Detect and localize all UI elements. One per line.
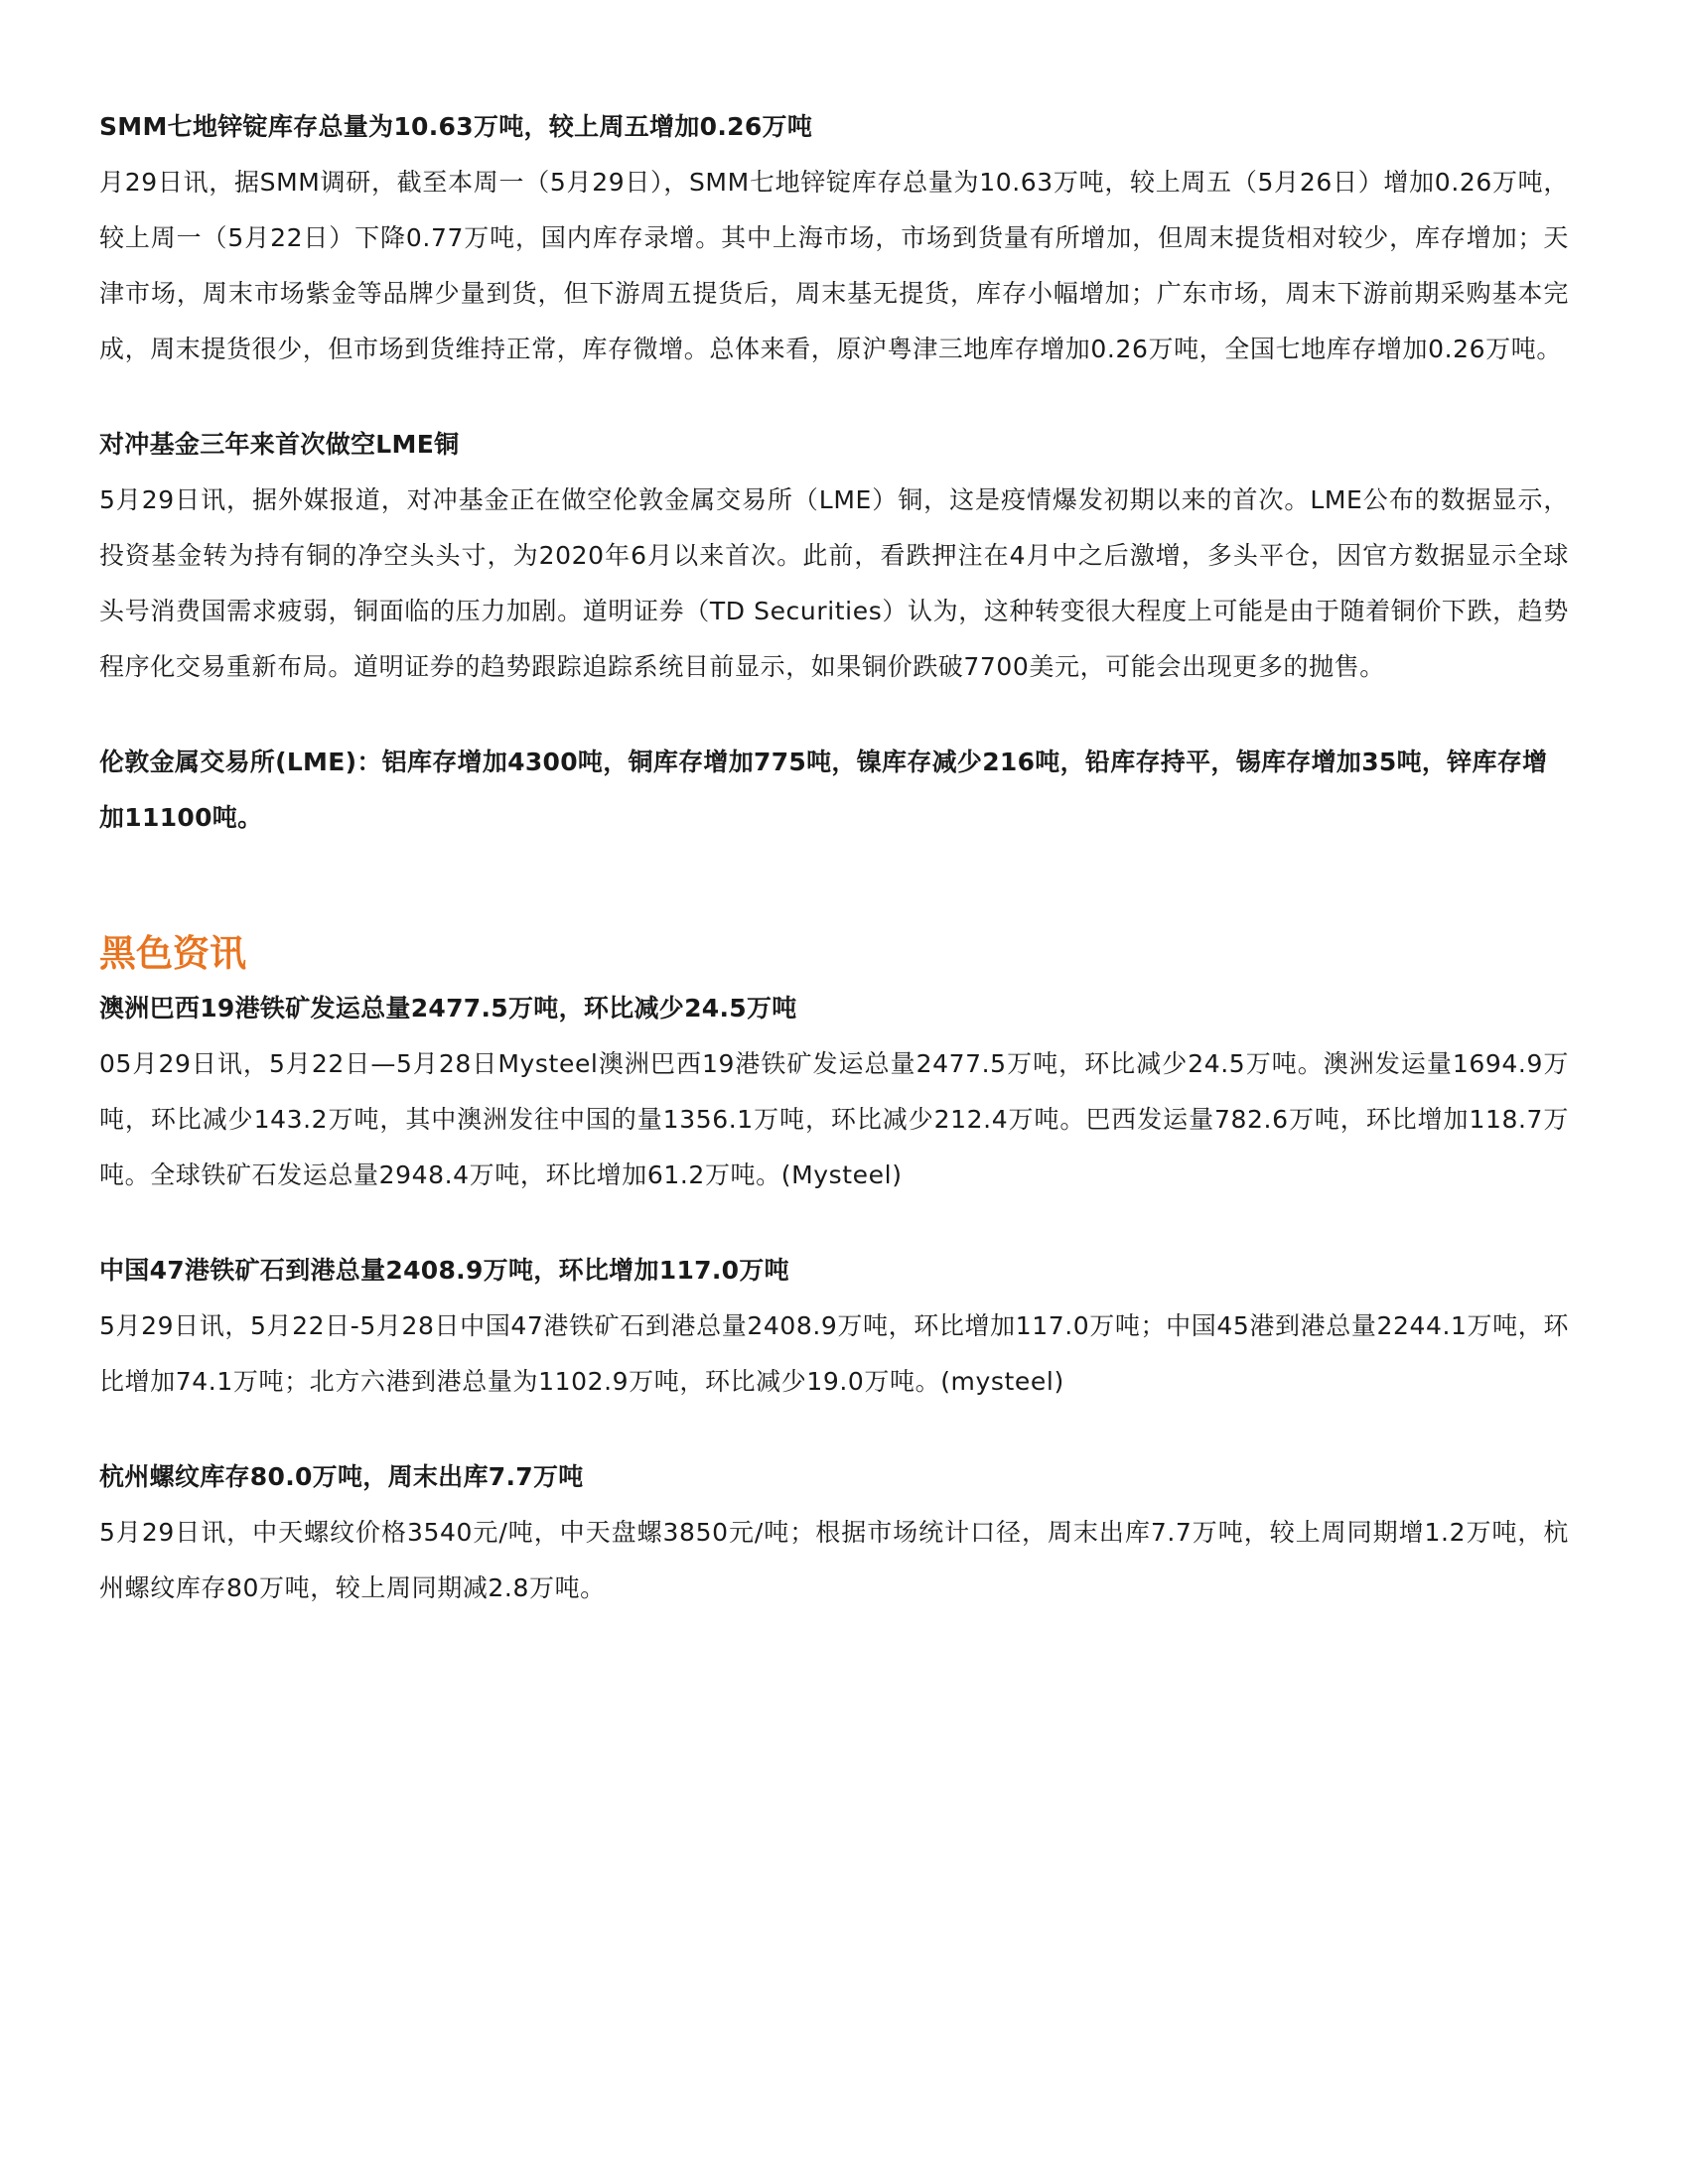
news-item-hedge-fund-copper (99, 425, 1569, 695)
news-title: SMM七地锌锭库存总量为10.63万吨，较上周五增加0.26万吨 (99, 112, 813, 141)
news-body: 5月29日讯，据外媒报道，对冲基金正在做空伦敦金属交易所（LME）铜，这是疫情爆发初期以来的首次。LME公布的数据显示，投资基金转为持有铜的净空头头寸，为2020年6月以来首次。此前，看跌押注在4月中之后激增，多头平仓，因官方数据显示全球头号消费国需求疲弱，铜面临的压力加剧。道明证券（TD Securities）认为，这种转变很大程度上可能是由于随着铜价下跌，趋势程序化交易重新布局。道明证券的趋势跟踪追踪系统目前显示，如果铜价跌破7700美元，可能会出现更多的抛售。 (99, 485, 1569, 681)
news-body: 5月29日讯，中天螺纹价格3540元/吨，中天盘螺3850元/吨；根据市场统计口径，周末出库7.7万吨，较上周同期增1.2万吨，杭州螺纹库存80万吨，较上周同期减2.8万吨。 (99, 1518, 1569, 1602)
news-item-zinc-inventory (99, 107, 1569, 377)
news-item-hangzhou-rebar (99, 1457, 1569, 1616)
document-page (99, 107, 1569, 1616)
news-title: 对冲基金三年来首次做空LME铜 (99, 430, 460, 459)
news-body: 05月29日讯，5月22日—5月28日Mysteel澳洲巴西19港铁矿发运总量2477.5万吨，环比减少24.5万吨。澳洲发运量1694.9万吨，环比减少143.2万吨，其中澳洲发往中国的量1356.1万吨，环比减少212.4万吨。巴西发运量782.6万吨，环比增加118.7万吨。全球铁矿石发运总量2948.4万吨，环比增加61.2万吨。(Mysteel) (99, 1049, 1569, 1189)
news-item-iron-ore-shipment (99, 989, 1569, 1203)
section-heading-ferrous: 黑色资讯 (99, 932, 246, 975)
news-title: 澳洲巴西19港铁矿发运总量2477.5万吨，环比减少24.5万吨 (99, 994, 797, 1023)
news-title: 杭州螺纹库存80.0万吨，周末出库7.7万吨 (99, 1462, 584, 1491)
news-body: 月29日讯，据SMM调研，截至本周一（5月29日），SMM七地锌锭库存总量为10.63万吨，较上周五（5月26日）增加0.26万吨，较上周一（5月22日）下降0.77万吨，国内库存录增。其中上海市场，市场到货量有所增加，但周末提货相对较少，库存增加；天津市场，周末市场紫金等品牌少量到货，但下游周五提货后，周末基无提货，库存小幅增加；广东市场，周末下游前期采购基本完成，周末提货很少，但市场到货维持正常，库存微增。总体来看，原沪粤津三地库存增加0.26万吨，全国七地库存增加0.26万吨。 (99, 168, 1569, 363)
news-body: 5月29日讯，5月22日-5月28日中国47港铁矿石到港总量2408.9万吨，环比增加117.0万吨；中国45港到港总量2244.1万吨，环比增加74.1万吨；北方六港到港总量为1102.9万吨，环比减少19.0万吨。(mysteel) (99, 1311, 1569, 1396)
news-title: 中国47港铁矿石到港总量2408.9万吨，环比增加117.0万吨 (99, 1256, 789, 1285)
news-item-iron-ore-arrivals (99, 1251, 1569, 1410)
lme-inventory-summary: 伦敦金属交易所(LME)：铝库存增加4300吨，铜库存增加775吨，镍库存减少216吨，铅库存持平，锡库存增加35吨，锌库存增加11100吨。 (99, 748, 1548, 832)
